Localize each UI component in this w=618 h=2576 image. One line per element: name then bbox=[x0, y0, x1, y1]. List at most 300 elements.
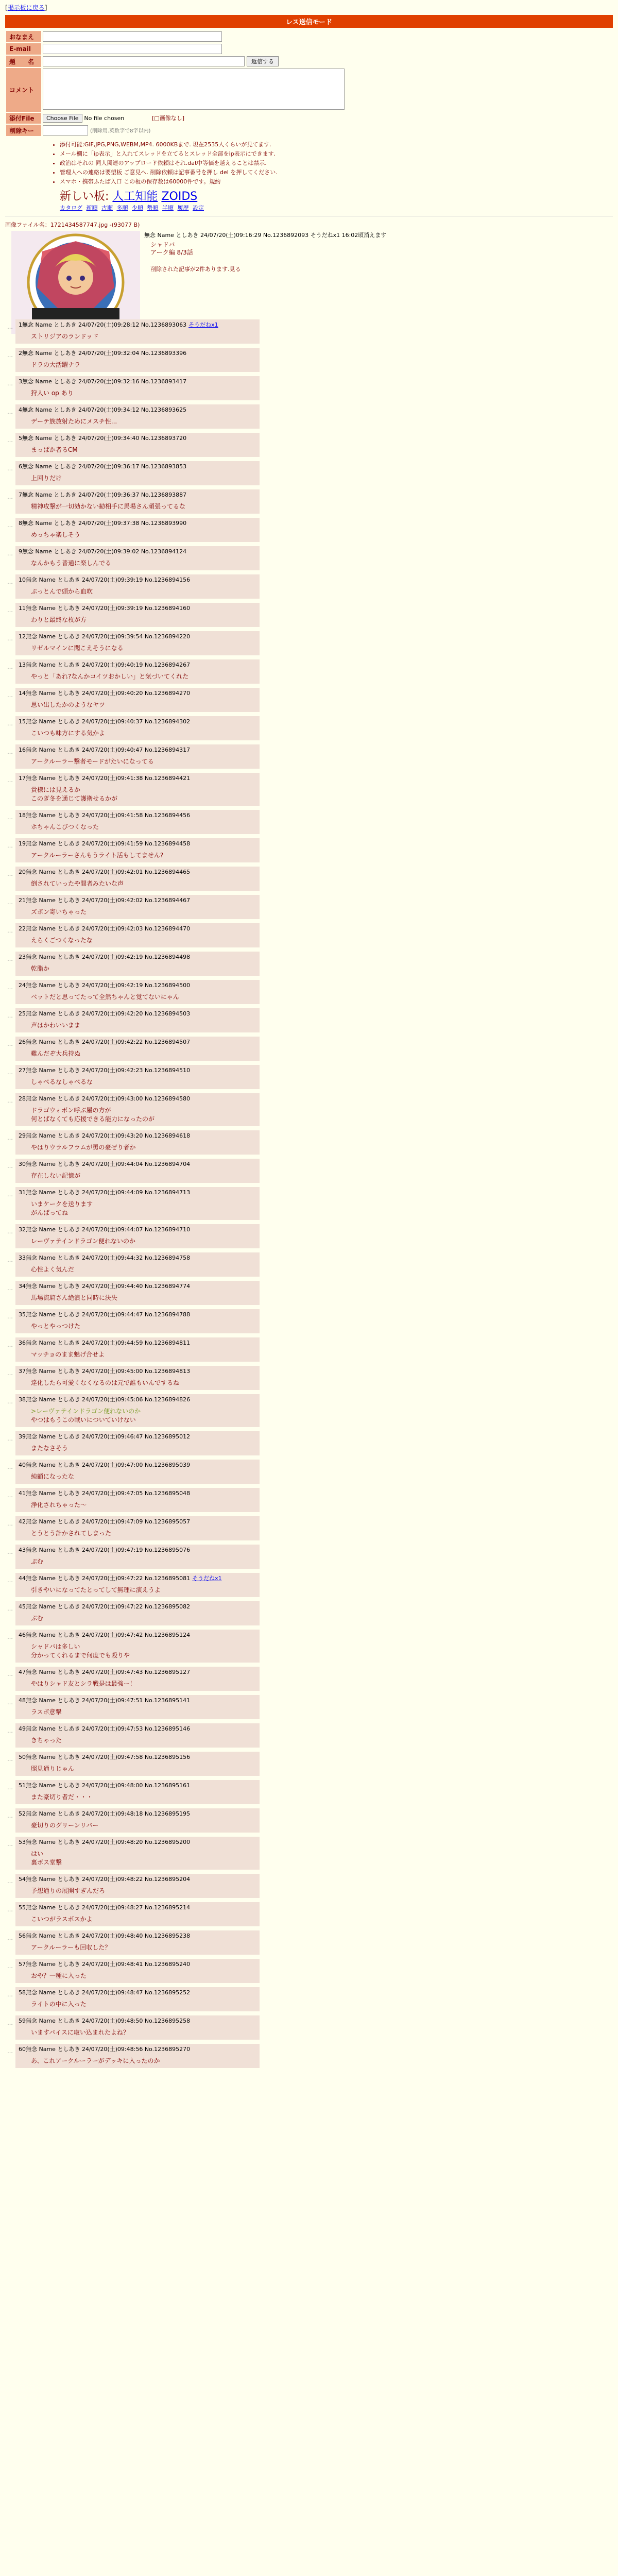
reply-header bbox=[19, 2045, 255, 2053]
reply-body-line: リゼルマインに聞こえそうになる bbox=[31, 645, 124, 652]
reply-meta[interactable]: 無念 Name としあき 24/07/20(土)09:39:19 No.1236894160 bbox=[26, 605, 191, 612]
reply-meta[interactable]: 無念 Name としあき 24/07/20(土)09:42:23 No.1236894510 bbox=[26, 1067, 191, 1074]
reply-body-line: 狩人い op あり bbox=[31, 389, 74, 397]
reply-meta[interactable]: 無念 Name としあき 24/07/20(土)09:47:09 No.1236895057 bbox=[26, 1518, 191, 1525]
reply-body-line: 倒されていったや間者みたいな声 bbox=[31, 880, 124, 887]
reply-body bbox=[31, 530, 255, 539]
reply-body bbox=[31, 1236, 255, 1245]
reply-number: 36 bbox=[19, 1340, 26, 1346]
reply-meta[interactable]: 無念 Name としあき 24/07/20(土)09:47:43 No.1236895127 bbox=[26, 1669, 191, 1675]
reply-meta[interactable]: 無念 Name としあき 24/07/20(土)09:48:47 No.1236895252 bbox=[26, 1989, 191, 1996]
sort-old-link[interactable]: 古順 bbox=[101, 205, 113, 211]
reply-meta[interactable]: 無念 Name としあき 24/07/20(土)09:40:19 No.1236894267 bbox=[26, 662, 191, 668]
reply-meta[interactable]: 無念 Name としあき 24/07/20(土)09:48:00 No.1236895161 bbox=[26, 1782, 191, 1789]
reply-body-line: やっと「あれ?なんかコイツおかしい」と気づいてくれた bbox=[31, 673, 189, 680]
reply-body bbox=[31, 502, 255, 511]
reply-body-line: きちゃった bbox=[31, 1737, 62, 1744]
reply-item bbox=[5, 487, 613, 516]
reply-indent-marker: … bbox=[7, 1699, 13, 1706]
sodane-button[interactable]: そうだねx1 bbox=[192, 1575, 222, 1582]
reply-meta[interactable]: 無念 Name としあき 24/07/20(土)09:45:00 No.1236894813 bbox=[26, 1368, 191, 1375]
reply-meta[interactable]: 無念 Name としあき 24/07/20(土)09:47:51 No.1236895141 bbox=[26, 1697, 191, 1704]
reply-item bbox=[5, 1599, 613, 1628]
reply-body bbox=[31, 1736, 255, 1744]
op-file-info[interactable]: 画像ファイル名：1721434587747.jpg -(93077 B) bbox=[5, 222, 140, 228]
reply-item bbox=[5, 1006, 613, 1035]
reply-meta[interactable]: 無念 Name としあき 24/07/20(土)09:41:59 No.1236894458 bbox=[26, 840, 191, 847]
reply-meta[interactable]: 無念 Name としあき 24/07/20(土)09:32:04 No.1236893396 bbox=[22, 350, 187, 357]
reply-number: 25 bbox=[19, 1010, 26, 1017]
reply-meta[interactable]: 無念 Name としあき 24/07/20(土)09:44:40 No.1236894774 bbox=[26, 1283, 191, 1290]
reply-box bbox=[15, 1488, 260, 1512]
reply-header bbox=[19, 1338, 255, 1347]
reply-meta[interactable]: 無念 Name としあき 24/07/20(土)09:42:19 No.1236894498 bbox=[26, 954, 191, 960]
email-input[interactable] bbox=[43, 44, 222, 54]
reply-meta[interactable]: 無念 Name としあき 24/07/20(土)09:40:20 No.1236894270 bbox=[26, 690, 191, 697]
reply-indent-marker: … bbox=[7, 324, 13, 330]
reply-meta[interactable]: 無念 Name としあき 24/07/20(土)09:42:20 No.1236894503 bbox=[26, 1010, 191, 1017]
reply-body-line: 豪切りのグリーンリバー bbox=[31, 1822, 99, 1829]
reply-item bbox=[5, 1185, 613, 1222]
reply-number: 16 bbox=[19, 747, 26, 753]
rule-item: • スマホ・携帯ふたば入口 この板の保存数は60000件です。規約 bbox=[60, 177, 613, 185]
reply-body-line: 何とばなくても応援できる能力になったのが bbox=[31, 1115, 155, 1123]
sort-half-link[interactable]: 半順 bbox=[162, 205, 174, 211]
rule-item: • 政治はそれの 同人関連のアップロード依頼はそれ.dat中等価を越えることは禁示. bbox=[60, 159, 613, 167]
reply-body bbox=[31, 558, 255, 567]
reply-item bbox=[5, 1392, 613, 1429]
reply-body bbox=[31, 2056, 255, 2065]
reply-indent-marker: … bbox=[7, 352, 13, 359]
reply-meta[interactable]: 無念 Name としあき 24/07/20(土)09:36:37 No.1236893887 bbox=[22, 492, 187, 498]
reply-body-line: こいつも味方にする気かよ bbox=[31, 730, 106, 737]
reply-meta[interactable]: 無念 Name としあき 24/07/20(土)09:40:47 No.1236894317 bbox=[26, 747, 191, 753]
reply-header bbox=[19, 519, 255, 527]
reply-meta[interactable]: 無念 Name としあき 24/07/20(土)09:42:19 No.1236894500 bbox=[26, 982, 191, 989]
reply-meta[interactable]: 無念 Name としあき 24/07/20(土)09:41:38 No.1236894421 bbox=[26, 775, 191, 782]
reply-meta[interactable]: 無念 Name としあき 24/07/20(土)09:39:02 No.1236894124 bbox=[22, 548, 187, 555]
reply-header bbox=[19, 1066, 255, 1074]
reply-meta[interactable]: 無念 Name としあき 24/07/20(土)09:47:58 No.1236895156 bbox=[26, 1754, 191, 1760]
reply-item bbox=[5, 893, 613, 921]
reply-header bbox=[19, 953, 255, 961]
reply-meta[interactable]: 無念 Name としあき 24/07/20(土)09:44:07 No.1236894710 bbox=[26, 1226, 191, 1233]
reply-header bbox=[19, 774, 255, 782]
reply-indent-marker: … bbox=[7, 1285, 13, 1292]
reply-item bbox=[5, 1693, 613, 1721]
reply-header bbox=[19, 745, 255, 754]
reply-number: 58 bbox=[19, 1989, 26, 1996]
reply-header bbox=[19, 811, 255, 819]
reply-meta[interactable]: 無念 Name としあき 24/07/20(土)09:48:27 No.1236895214 bbox=[26, 1904, 191, 1911]
reply-body bbox=[31, 1021, 255, 1029]
reply-meta[interactable]: 無念 Name としあき 24/07/20(土)09:47:19 No.1236895076 bbox=[26, 1547, 191, 1553]
rule-item: • 添付可能:GIF,JPG,PNG,WEBM,MP4. 6000KBまで. 現在2535人くらいが見てます. bbox=[60, 140, 613, 148]
new-board-link-zoids[interactable]: ZOIDS bbox=[161, 190, 198, 203]
reply-box bbox=[15, 1093, 260, 1126]
reply-item bbox=[5, 714, 613, 742]
reply-header bbox=[19, 462, 255, 470]
reply-meta[interactable]: 無念 Name としあき 24/07/20(土)09:47:22 No.1236895081 bbox=[26, 1575, 191, 1582]
reply-meta[interactable]: 無念 Name としあき 24/07/20(土)09:44:47 No.1236894788 bbox=[26, 1311, 191, 1318]
submit-button[interactable]: 返信する bbox=[247, 56, 279, 66]
reply-body bbox=[31, 360, 255, 369]
reply-box bbox=[15, 433, 260, 457]
reply-box bbox=[15, 838, 260, 862]
reply-header bbox=[19, 1038, 255, 1046]
reply-number: 57 bbox=[19, 1961, 26, 1968]
reply-box bbox=[15, 319, 260, 344]
reply-meta[interactable]: 無念 Name としあき 24/07/20(土)09:43:20 No.1236894618 bbox=[26, 1132, 191, 1139]
choose-file-button[interactable]: Choose File bbox=[43, 114, 82, 123]
reply-item bbox=[5, 1063, 613, 1091]
reply-header bbox=[19, 1009, 255, 1018]
reply-body bbox=[31, 473, 255, 482]
reply-body-line: いまケークを送ります bbox=[31, 1200, 93, 1208]
new-board-link-ai[interactable]: 人工知能 bbox=[112, 190, 158, 203]
reply-item bbox=[5, 836, 613, 865]
reply-item bbox=[5, 1806, 613, 1835]
reply-body bbox=[31, 1500, 255, 1509]
reply-meta[interactable]: 無念 Name としあき 24/07/20(土)09:32:16 No.1236893417 bbox=[22, 378, 187, 385]
reply-number: 50 bbox=[19, 1754, 26, 1760]
reply-body-line: 精神攻撃が一切効かない勧相手に馬場さん頑張ってるな bbox=[31, 503, 186, 510]
reply-item bbox=[5, 402, 613, 431]
reply-body bbox=[31, 879, 255, 888]
sort-momentum-link[interactable]: 勢順 bbox=[147, 205, 159, 211]
reply-item bbox=[5, 1778, 613, 1806]
no-image-checkbox[interactable]: [□画像なし] bbox=[152, 115, 185, 122]
reply-meta[interactable]: 無念 Name としあき 24/07/20(土)09:48:41 No.1236895240 bbox=[26, 1961, 191, 1968]
reply-item bbox=[5, 317, 613, 346]
reply-item bbox=[5, 374, 613, 402]
reply-header bbox=[19, 632, 255, 640]
reply-indent-marker: … bbox=[7, 437, 13, 444]
reply-body-line: 難んだぞ大兵持ぬ bbox=[31, 1050, 81, 1057]
reply-indent-marker: … bbox=[7, 692, 13, 699]
reply-number: 59 bbox=[19, 2018, 26, 2024]
op-body-line: アーク編 8/3話 bbox=[150, 249, 193, 256]
reply-indent-marker: … bbox=[7, 664, 13, 670]
history-link[interactable]: 履歴 bbox=[177, 205, 189, 211]
reply-meta[interactable]: 無念 Name としあき 24/07/20(土)09:42:22 No.1236894507 bbox=[26, 1039, 191, 1045]
reply-body-line: 乾脂か bbox=[31, 965, 50, 972]
reply-meta[interactable]: 無念 Name としあき 24/07/20(土)09:47:42 No.1236895124 bbox=[26, 1632, 191, 1638]
reply-body bbox=[31, 1444, 255, 1452]
reply-meta[interactable]: 無念 Name としあき 24/07/20(土)09:34:40 No.1236893720 bbox=[22, 435, 187, 442]
name-label: おなまえ bbox=[6, 31, 41, 42]
reply-indent-marker: … bbox=[7, 1756, 13, 1762]
reply-header bbox=[19, 1988, 255, 1996]
reply-header bbox=[19, 1432, 255, 1440]
reply-box bbox=[15, 1723, 260, 1748]
reply-meta[interactable]: 無念 Name としあき 24/07/20(土)09:34:12 No.1236893625 bbox=[22, 406, 187, 413]
reply-header bbox=[19, 1574, 255, 1582]
comment-textarea[interactable] bbox=[43, 69, 345, 110]
reply-meta[interactable]: 無念 Name としあき 24/07/20(土)09:48:22 No.1236895204 bbox=[26, 1876, 191, 1883]
rule-item: • メール欄に「ip表示」と入れてスレッドを立てるとスレッド全部をip表示にできます. bbox=[60, 149, 613, 158]
reply-item bbox=[5, 686, 613, 714]
reply-meta[interactable]: 無念 Name としあき 24/07/20(土)09:39:54 No.1236894220 bbox=[26, 633, 191, 640]
reply-item bbox=[5, 1128, 613, 1157]
sodane-button[interactable]: そうだねx1 bbox=[188, 321, 218, 328]
reply-header bbox=[19, 320, 255, 329]
reply-meta[interactable]: 無念 Name としあき 24/07/20(土)09:48:40 No.1236895238 bbox=[26, 1933, 191, 1939]
reply-indent-marker: … bbox=[7, 1784, 13, 1791]
reply-body-line: また豪切り者だ・・・ bbox=[31, 1793, 93, 1801]
reply-body-line: ぷっとんで頭から血吹 bbox=[31, 588, 93, 595]
reply-meta[interactable]: 無念 Name としあき 24/07/20(土)09:44:59 No.1236894811 bbox=[26, 1340, 191, 1346]
reply-item bbox=[5, 742, 613, 771]
reply-number: 37 bbox=[19, 1368, 26, 1375]
reply-body-line: 声はかわいいまま bbox=[31, 1022, 81, 1029]
reply-meta[interactable]: 無念 Name としあき 24/07/20(土)09:48:20 No.1236895200 bbox=[26, 1839, 191, 1845]
reply-meta[interactable]: 無念 Name としあき 24/07/20(土)09:45:06 No.1236894826 bbox=[26, 1396, 191, 1403]
name-input[interactable] bbox=[43, 31, 222, 42]
reply-meta[interactable]: 無念 Name としあき 24/07/20(土)09:44:09 No.1236894713 bbox=[26, 1189, 191, 1196]
reply-item bbox=[5, 629, 613, 657]
reply-body bbox=[31, 1886, 255, 1895]
reply-indent-marker: … bbox=[7, 1492, 13, 1499]
reply-item bbox=[5, 1900, 613, 1928]
deleted-notice[interactable]: 削除された記事が2件あります.見る bbox=[150, 266, 241, 273]
reply-box bbox=[15, 1130, 260, 1155]
reply-meta[interactable]: 無念 Name としあき 24/07/20(土)09:37:38 No.1236893990 bbox=[22, 520, 187, 527]
reply-item bbox=[5, 1157, 613, 1185]
reply-meta[interactable]: 無念 Name としあき 24/07/20(土)09:39:19 No.1236894156 bbox=[26, 577, 191, 583]
reply-indent-marker: … bbox=[7, 1228, 13, 1235]
reply-body bbox=[31, 388, 255, 397]
reply-box bbox=[15, 659, 260, 684]
reply-item bbox=[5, 1335, 613, 1364]
reply-box bbox=[15, 1516, 260, 1540]
reply-item bbox=[5, 2013, 613, 2042]
reply-item bbox=[5, 1721, 613, 1750]
reply-body-line: しゃべるなしゃべるな bbox=[31, 1078, 93, 1086]
reply-box bbox=[15, 1667, 260, 1691]
reply-header bbox=[19, 604, 255, 612]
reply-number: 33 bbox=[19, 1255, 26, 1261]
reply-body-line: ベットだと思ってたって全然ちゃんと覚てないにゃん bbox=[31, 993, 179, 1001]
reply-meta[interactable]: 無念 Name としあき 24/07/20(土)09:44:04 No.1236894704 bbox=[26, 1161, 191, 1167]
reply-body-line: 裏ボス堂撃 bbox=[31, 1859, 62, 1866]
reply-indent-marker: … bbox=[7, 1935, 13, 1941]
reply-box bbox=[15, 1394, 260, 1427]
reply-number: 54 bbox=[19, 1876, 26, 1883]
reply-indent-marker: … bbox=[7, 1313, 13, 1320]
reply-body bbox=[31, 1557, 255, 1566]
reply-box bbox=[15, 1309, 260, 1333]
reply-body-line: 照見通りじゃん bbox=[31, 1765, 75, 1772]
reply-body bbox=[31, 1642, 255, 1659]
reply-body bbox=[31, 1350, 255, 1359]
reply-indent-marker: … bbox=[7, 1097, 13, 1104]
reply-indent-marker: … bbox=[7, 1605, 13, 1612]
catalog-link[interactable]: カタログ bbox=[60, 205, 82, 211]
reply-item bbox=[5, 657, 613, 686]
reply-box bbox=[15, 1573, 260, 1597]
reply-header bbox=[19, 1367, 255, 1375]
reply-body bbox=[31, 785, 255, 803]
reply-item bbox=[5, 1514, 613, 1543]
reply-box bbox=[15, 1159, 260, 1183]
reply-meta[interactable]: 無念 Name としあき 24/07/20(土)09:43:00 No.1236894580 bbox=[26, 1095, 191, 1102]
reply-meta[interactable]: 無念 Name としあき 24/07/20(土)09:47:53 No.1236895146 bbox=[26, 1725, 191, 1732]
reply-header bbox=[19, 1461, 255, 1469]
reply-header bbox=[19, 1489, 255, 1497]
reply-body-line: おや？一種に入った bbox=[31, 1972, 87, 1979]
reply-indent-marker: … bbox=[7, 1520, 13, 1527]
reply-box bbox=[15, 1037, 260, 1061]
sort-many-link[interactable]: 多順 bbox=[116, 205, 128, 211]
reply-body bbox=[31, 1821, 255, 1829]
reply-meta[interactable]: 無念 Name としあき 24/07/20(土)09:47:05 No.1236895048 bbox=[26, 1490, 191, 1497]
reply-number: 17 bbox=[19, 775, 26, 782]
reply-meta[interactable]: 無念 Name としあき 24/07/20(土)09:48:56 No.1236895270 bbox=[26, 2046, 191, 2053]
reply-body bbox=[31, 672, 255, 681]
reply-indent-marker: … bbox=[7, 1549, 13, 1555]
reply-box bbox=[15, 895, 260, 919]
reply-indent-marker: … bbox=[7, 607, 13, 614]
reply-indent-marker: … bbox=[7, 842, 13, 849]
reply-item bbox=[5, 1750, 613, 1778]
reply-item bbox=[5, 1458, 613, 1486]
reply-indent-marker: … bbox=[7, 465, 13, 472]
reply-body bbox=[31, 1585, 255, 1594]
reply-header bbox=[19, 1253, 255, 1262]
subject-input[interactable] bbox=[43, 56, 245, 66]
reply-indent-marker: … bbox=[7, 1671, 13, 1677]
reply-number: 53 bbox=[19, 1839, 26, 1845]
reply-meta[interactable]: 無念 Name としあき 24/07/20(土)09:36:17 No.1236893853 bbox=[22, 463, 187, 470]
sort-new-link[interactable]: 新順 bbox=[86, 205, 98, 211]
reply-header bbox=[19, 1903, 255, 1911]
reply-body bbox=[31, 1529, 255, 1537]
reply-indent-marker: … bbox=[7, 1727, 13, 1734]
reply-box bbox=[15, 461, 260, 485]
reply-header bbox=[19, 1094, 255, 1103]
reply-body bbox=[31, 936, 255, 944]
reply-body-line: あ、これアークルーラーがデッキに入ったのか bbox=[31, 2057, 160, 2064]
reply-box bbox=[15, 716, 260, 740]
reply-body-line: >レーヴァテインドラゴン便れないのか bbox=[31, 1408, 141, 1415]
reply-header bbox=[19, 1696, 255, 1704]
reply-indent-marker: … bbox=[7, 720, 13, 727]
reply-number: 27 bbox=[19, 1067, 26, 1074]
reply-header bbox=[19, 1838, 255, 1846]
reply-number: 24 bbox=[19, 982, 26, 989]
reply-meta[interactable]: 無念 Name としあき 24/07/20(土)09:42:03 No.1236894470 bbox=[26, 925, 191, 932]
reply-body-line: ズボン寄いちゃった bbox=[31, 908, 87, 916]
reply-body-line: シャドバは多しい bbox=[31, 1643, 80, 1650]
reply-item bbox=[5, 950, 613, 978]
reply-item bbox=[5, 1486, 613, 1514]
rule-item: • 管理人への連絡は要望板 ご意見へ. 削除依頼は記事番号を押し del を押してください. bbox=[60, 168, 613, 176]
reply-header bbox=[19, 1960, 255, 1968]
reply-body-line: デーテ族放射ためにメスチ性... bbox=[31, 418, 117, 425]
reply-meta[interactable]: 無念 Name としあき 24/07/20(土)09:47:00 No.1236895039 bbox=[26, 1462, 191, 1468]
reply-box bbox=[15, 1460, 260, 1484]
reply-body bbox=[31, 822, 255, 831]
reply-indent-marker: … bbox=[7, 2048, 13, 2055]
reply-body bbox=[31, 1971, 255, 1980]
reply-box bbox=[15, 1187, 260, 1220]
reply-indent-marker: … bbox=[7, 1163, 13, 1170]
reply-box bbox=[15, 867, 260, 891]
mode-bar: レス送信モード bbox=[5, 15, 613, 28]
reply-body-line: ライトの中に入った bbox=[31, 2001, 87, 2008]
delkey-input[interactable] bbox=[43, 125, 88, 135]
reply-header bbox=[19, 1724, 255, 1733]
reply-box bbox=[15, 489, 260, 514]
reply-header bbox=[19, 575, 255, 584]
reply-header bbox=[19, 1188, 255, 1196]
reply-meta[interactable]: 無念 Name としあき 24/07/20(土)09:48:50 No.1236895258 bbox=[26, 2018, 191, 2024]
reply-item bbox=[5, 1957, 613, 1985]
reply-header bbox=[19, 717, 255, 725]
reply-meta[interactable]: 無念 Name としあき 24/07/20(土)09:28:12 No.1236893063 bbox=[22, 321, 187, 328]
reply-header bbox=[19, 896, 255, 904]
back-to-board-link[interactable]: 掲示板に戻る bbox=[7, 4, 45, 11]
reply-header bbox=[19, 1809, 255, 1818]
reply-indent-marker: … bbox=[7, 1577, 13, 1584]
reply-meta[interactable]: 無念 Name としあき 24/07/20(土)09:41:58 No.1236894456 bbox=[26, 812, 191, 819]
op-body bbox=[150, 241, 193, 257]
reply-meta[interactable]: 無念 Name としあき 24/07/20(土)09:42:01 No.1236894465 bbox=[26, 869, 191, 875]
reply-meta[interactable]: 無念 Name としあき 24/07/20(土)09:46:47 No.1236895012 bbox=[26, 1433, 191, 1440]
reply-indent-marker: … bbox=[7, 927, 13, 934]
reply-box bbox=[15, 631, 260, 655]
reply-body bbox=[31, 1406, 255, 1424]
reply-body-line: ストリジアのランドッド bbox=[31, 333, 99, 340]
reply-item bbox=[5, 1307, 613, 1335]
reply-meta[interactable]: 無念 Name としあき 24/07/20(土)09:47:22 No.1236895082 bbox=[26, 1603, 191, 1610]
reply-body-line: 存在しない記憶が bbox=[31, 1172, 81, 1179]
reply-box bbox=[15, 1695, 260, 1719]
reply-meta[interactable]: 無念 Name としあき 24/07/20(土)09:42:02 No.1236894467 bbox=[26, 897, 191, 904]
reply-body bbox=[31, 1679, 255, 1688]
reply-meta[interactable]: 無念 Name としあき 24/07/20(土)09:44:32 No.1236894758 bbox=[26, 1255, 191, 1261]
reply-body bbox=[31, 1321, 255, 1330]
reply-meta[interactable]: 無念 Name としあき 24/07/20(土)09:48:18 No.1236895195 bbox=[26, 1810, 191, 1817]
catalog-links bbox=[60, 204, 613, 212]
reply-header bbox=[19, 1517, 255, 1526]
reply-number: 14 bbox=[19, 690, 26, 697]
delkey-label: 削除キー bbox=[6, 125, 41, 136]
reply-meta[interactable]: 無念 Name としあき 24/07/20(土)09:40:37 No.1236894302 bbox=[26, 718, 191, 725]
sort-few-link[interactable]: 少順 bbox=[132, 205, 143, 211]
reply-body-line: 達化したら可愛くなくなるのは元で誰もいんでするね bbox=[31, 1379, 180, 1386]
reply-body-line: まっぱか者るCM bbox=[31, 446, 78, 453]
reply-indent-marker: … bbox=[7, 956, 13, 962]
reply-body bbox=[31, 1171, 255, 1180]
reply-number: 46 bbox=[19, 1632, 26, 1638]
reply-item bbox=[5, 771, 613, 808]
reply-number: 60 bbox=[19, 2046, 26, 2053]
reply-indent-marker: … bbox=[7, 1069, 13, 1076]
reply-indent-marker: … bbox=[7, 522, 13, 529]
reply-item bbox=[5, 1279, 613, 1307]
reply-item bbox=[5, 1091, 613, 1128]
reply-number: 19 bbox=[19, 840, 26, 847]
reply-body-line: がんばってね bbox=[31, 1209, 68, 1216]
reply-header bbox=[19, 377, 255, 385]
settings-link[interactable]: 設定 bbox=[193, 205, 204, 211]
reply-body-line: ぷむ bbox=[31, 1558, 44, 1565]
reply-body bbox=[31, 587, 255, 596]
reply-number: 45 bbox=[19, 1603, 26, 1610]
reply-body bbox=[31, 1999, 255, 2008]
